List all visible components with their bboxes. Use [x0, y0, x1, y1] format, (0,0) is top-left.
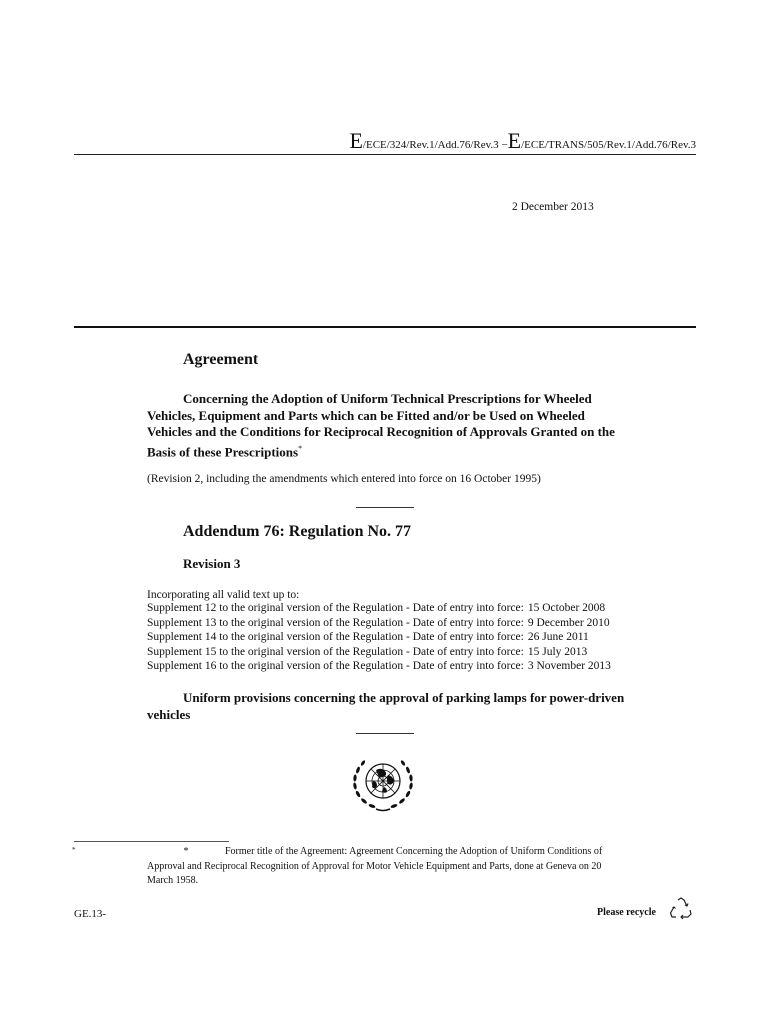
footnote-separator	[74, 841, 229, 842]
incorporating-text: Incorporating all valid text up to:	[147, 589, 300, 601]
supplement-date: 9 December 2010	[527, 616, 610, 629]
supplement-date: 3 November 2013	[527, 660, 611, 673]
agreement-title: Agreement	[183, 351, 259, 368]
supplement-text: Supplement 13 to the original version of the Regulation - Date of entry into force:	[147, 616, 524, 629]
supplement-text: Supplement 14 to the original version of the Regulation - Date of entry into force:	[147, 631, 524, 644]
supplement-date: 26 June 2011	[527, 631, 589, 644]
supplement-text: Supplement 15 to the original version of the Regulation - Date of entry into force:	[147, 645, 524, 658]
revision-title: Revision 3	[183, 556, 241, 571]
agreement-subtitle-text: Concerning the Adoption of Uniform Technical Prescriptions for Wheeled Vehicles, Equipment and Parts which can be Fitted and/or be Used on Wheeled Vehicles and the Conditions for Reciprocal Recognition of Approvals Granted on the Basis of these Prescriptions	[147, 391, 615, 459]
document-symbol	[74, 128, 696, 155]
supplement-text: Supplement 16 to the original version of the Regulation - Date of entry into force:	[147, 660, 524, 673]
revision-note: (Revision 2, including the amendments which entered into force on 16 October 1995)	[147, 473, 541, 485]
document-date: 2 December 2013	[512, 201, 594, 213]
table-row	[147, 660, 611, 675]
separator-rule	[356, 733, 414, 734]
un-emblem-icon	[343, 751, 423, 813]
regulation-title: Uniform provisions concerning the approval of parking lamps for power-driven vehicles	[147, 690, 625, 722]
symbol-letter-2: E	[507, 128, 522, 153]
supplement-date: 15 October 2008	[527, 602, 606, 614]
table-row	[147, 602, 611, 617]
symbol-code-2: /ECE/TRANS/505/Rev.1/Add.76/Rev.3	[521, 139, 696, 151]
footnote-reference[interactable]: *	[298, 443, 303, 453]
footnote-marker-left: *	[72, 846, 76, 854]
footnote-marker: *	[183, 846, 189, 857]
table-row	[147, 646, 611, 661]
footnote	[147, 845, 627, 889]
recycle-label: Please recycle	[597, 907, 656, 918]
symbol-separator: −	[498, 139, 508, 151]
supplements-table	[147, 602, 611, 675]
footnote-text: Former title of the Agreement: Agreement Concerning the Adoption of Uniform Conditions of Approval and Reciprocal Recognition of Approval for Motor Vehicle Equipment and Parts, done at Geneva on 20 March 1958.	[147, 846, 603, 886]
header-rule	[74, 326, 696, 328]
separator-rule	[356, 507, 414, 508]
agreement-subtitle	[147, 391, 627, 460]
addendum-title: Addendum 76: Regulation No. 77	[183, 523, 412, 540]
document-code: GE.13-	[74, 908, 107, 920]
supplement-text: Supplement 12 to the original version of the Regulation - Date of entry into force:	[147, 602, 524, 614]
symbol-code-1: /ECE/324/Rev.1/Add.76/Rev.3	[362, 139, 499, 151]
table-row	[147, 617, 611, 632]
symbol-letter-1: E	[349, 128, 363, 153]
table-row	[147, 631, 611, 646]
supplement-date: 15 July 2013	[527, 645, 588, 658]
recycle-icon	[668, 896, 694, 920]
